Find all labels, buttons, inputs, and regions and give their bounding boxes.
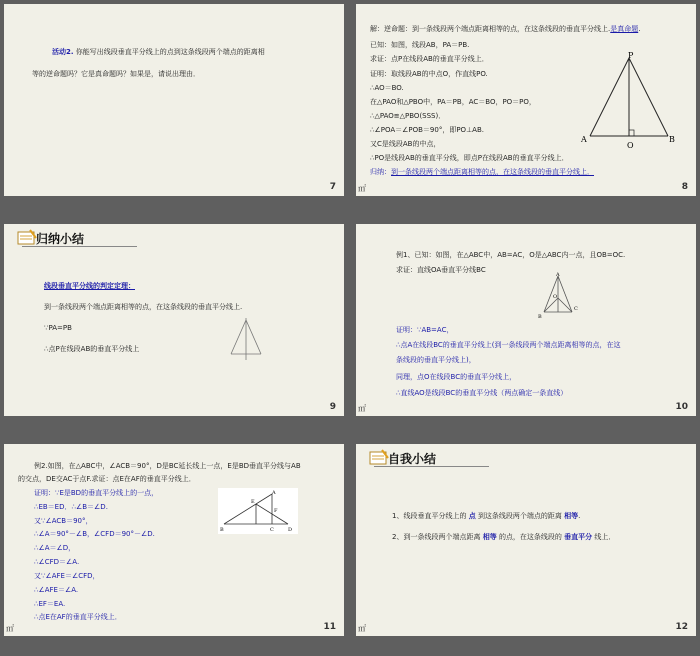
answer-3: 相等 xyxy=(482,533,497,541)
example-text: 求证：直线OA垂直平分线BC xyxy=(396,266,486,274)
section-header xyxy=(364,448,514,468)
proof-highlight: 是真命题 xyxy=(610,25,639,33)
label-b: B xyxy=(669,135,675,144)
summary-label: 归纳： xyxy=(370,168,391,176)
corner-mark: ㎡ xyxy=(358,404,366,413)
answer-1: 点 xyxy=(468,512,476,520)
notebook-icon xyxy=(16,228,38,248)
title-underline xyxy=(22,246,137,247)
slide-10[interactable] xyxy=(356,224,696,416)
notebook-icon xyxy=(368,448,390,468)
corner-mark: ㎡ xyxy=(6,624,14,633)
label-b: B xyxy=(220,527,224,533)
slide-12[interactable] xyxy=(356,444,696,636)
label-o: O xyxy=(553,294,558,300)
proof-line: 证明：取线段AB的中点O，作直线PO. xyxy=(370,70,488,78)
activity-text-2: 等的逆命题吗？它是真命题吗？如果是，请说出理由． xyxy=(32,70,200,78)
label-b: B xyxy=(538,314,542,320)
triangle-figure xyxy=(534,272,584,322)
proof-line: 证明：∵E是BD的垂直平分线上的一点， xyxy=(34,489,159,497)
label-a: A xyxy=(272,490,276,496)
triangle-figure xyxy=(578,50,688,150)
proof-line: ∴PO是线段AB的垂直平分线，即点P在线段AB的垂直平分线上． xyxy=(370,154,569,162)
theorem-text: 到一条线段两个端点距离相等的点，在这条线段的垂直平分线上. xyxy=(44,303,243,311)
label-a: A xyxy=(581,135,587,144)
page-number: 7 xyxy=(329,182,336,192)
title-underline xyxy=(374,466,489,467)
slide-7[interactable] xyxy=(4,4,344,196)
page-number: 12 xyxy=(675,622,688,632)
quiz-text: 到这条线段两个端点的距离 xyxy=(477,512,562,520)
triangle-figure xyxy=(226,316,266,364)
example-text: 例1、已知：如图，在△ABC中，AB=AC，O是△ABC内一点，且OB=OC. xyxy=(396,251,626,259)
proof-line: ∴△PAO≌△PBO(SSS)． xyxy=(370,112,446,120)
activity-label: 活动2. xyxy=(52,48,74,56)
section-title: 归纳小结 xyxy=(36,232,85,246)
given-text: ∵PA=PB xyxy=(44,324,72,332)
proof-line: 又C是线段AB的中点， xyxy=(370,140,441,148)
example-text: 的交点，DE交AC于点F.求证：点E在AF的垂直平分线上． xyxy=(18,475,196,483)
page-number: 10 xyxy=(675,402,688,412)
proof-line: 又∵∠AFE＝∠CFD， xyxy=(34,572,100,580)
proof-line: 已知：如图，线段AB，PA＝PB. xyxy=(370,41,470,49)
example-text: 例2.如图，在△ABC中，∠ACB＝90°，D是BC延长线上一点，E是BD垂直平分线与AB xyxy=(34,462,301,470)
proof-line: 条线段的垂直平分线上)， xyxy=(396,356,476,364)
quiz-text: 2、到一条线段两个端点距离 xyxy=(392,533,481,541)
section-title: 自我小结 xyxy=(388,452,437,466)
proof-line: 在△PAO和△PBO中，PA＝PB，AC＝BO，PO＝PO， xyxy=(370,98,536,106)
activity-text-1: 你能写出线段垂直平分线上的点到这条线段两个端点的距离相 xyxy=(75,48,265,56)
slide-9[interactable] xyxy=(4,224,344,416)
proof-line: ∴∠POA＝∠POB＝90°，即PO⊥AB. xyxy=(370,126,484,134)
label-c: C xyxy=(270,527,274,533)
proof-line: 求证：点P在线段AB的垂直平分线上． xyxy=(370,55,489,63)
proof-line: ∴∠A＝90°－∠B，∠CFD＝90°－∠D. xyxy=(34,530,155,538)
proof-line: ∴点A在线段BC的垂直平分线上(到一条线段两个端点距离相等的点，在这 xyxy=(396,341,621,349)
label-d: D xyxy=(288,527,293,533)
quiz-text: 1、线段垂直平分线上的 xyxy=(392,512,467,520)
proof-line: ∴点E在AF的垂直平分线上． xyxy=(34,613,122,621)
corner-mark: ㎡ xyxy=(358,184,366,193)
conclusion-text: ∴点P在线段AB的垂直平分线上 xyxy=(44,345,140,353)
proof-line: 同理，点O在线段BC的垂直平分线上， xyxy=(396,373,517,381)
label-p: P xyxy=(628,51,634,60)
page-number: 9 xyxy=(329,402,336,412)
label-e: E xyxy=(251,499,255,505)
answer-2: 相等 xyxy=(564,512,579,520)
proof-line: 解：逆命题：到一条线段两个端点距离相等的点，在这条线段的垂直平分线上. xyxy=(370,25,611,33)
slide-8[interactable] xyxy=(356,4,696,196)
quiz-dot: . xyxy=(578,512,581,520)
figure-box xyxy=(218,488,298,534)
answer-4: 垂直平分 xyxy=(564,533,593,541)
summary-text: 到一条线段两个端点距离相等的点，在这条线段的垂直平分线上． xyxy=(391,168,594,176)
proof-line: ∴EB＝ED．∴∠B＝∠D. xyxy=(34,503,108,511)
proof-line: 又∵∠ACB＝90°， xyxy=(34,517,93,525)
quiz-text: 的点，在这条线段的 xyxy=(498,533,562,541)
corner-mark: ㎡ xyxy=(358,624,366,633)
proof-line: ∴∠CFD＝∠A. xyxy=(34,558,80,566)
label-c: C xyxy=(574,306,578,312)
label-f: F xyxy=(274,508,278,514)
theorem-heading: 线段垂直平分线的判定定理： xyxy=(44,282,135,290)
proof-line: ∴EF＝EA. xyxy=(34,600,66,608)
proof-dot: . xyxy=(638,25,641,33)
triangle-figure xyxy=(218,488,298,534)
slide-11[interactable] xyxy=(4,444,344,636)
proof-line: ∴∠A＝∠D， xyxy=(34,544,76,552)
proof-line: ∴直线AO是线段BC的垂直平分线（两点确定一条直线） xyxy=(396,389,568,397)
quiz-text: 线上． xyxy=(594,533,616,541)
proof-line: 证明：∵AB=AC， xyxy=(396,326,454,334)
page-number: 8 xyxy=(681,182,688,192)
proof-line: ∴AO＝BO. xyxy=(370,84,404,92)
label-a: A xyxy=(556,272,560,278)
page-number: 11 xyxy=(323,622,336,632)
proof-line: ∴∠AFE＝∠A. xyxy=(34,586,79,594)
label-o: O xyxy=(627,141,634,150)
section-header xyxy=(12,228,162,248)
